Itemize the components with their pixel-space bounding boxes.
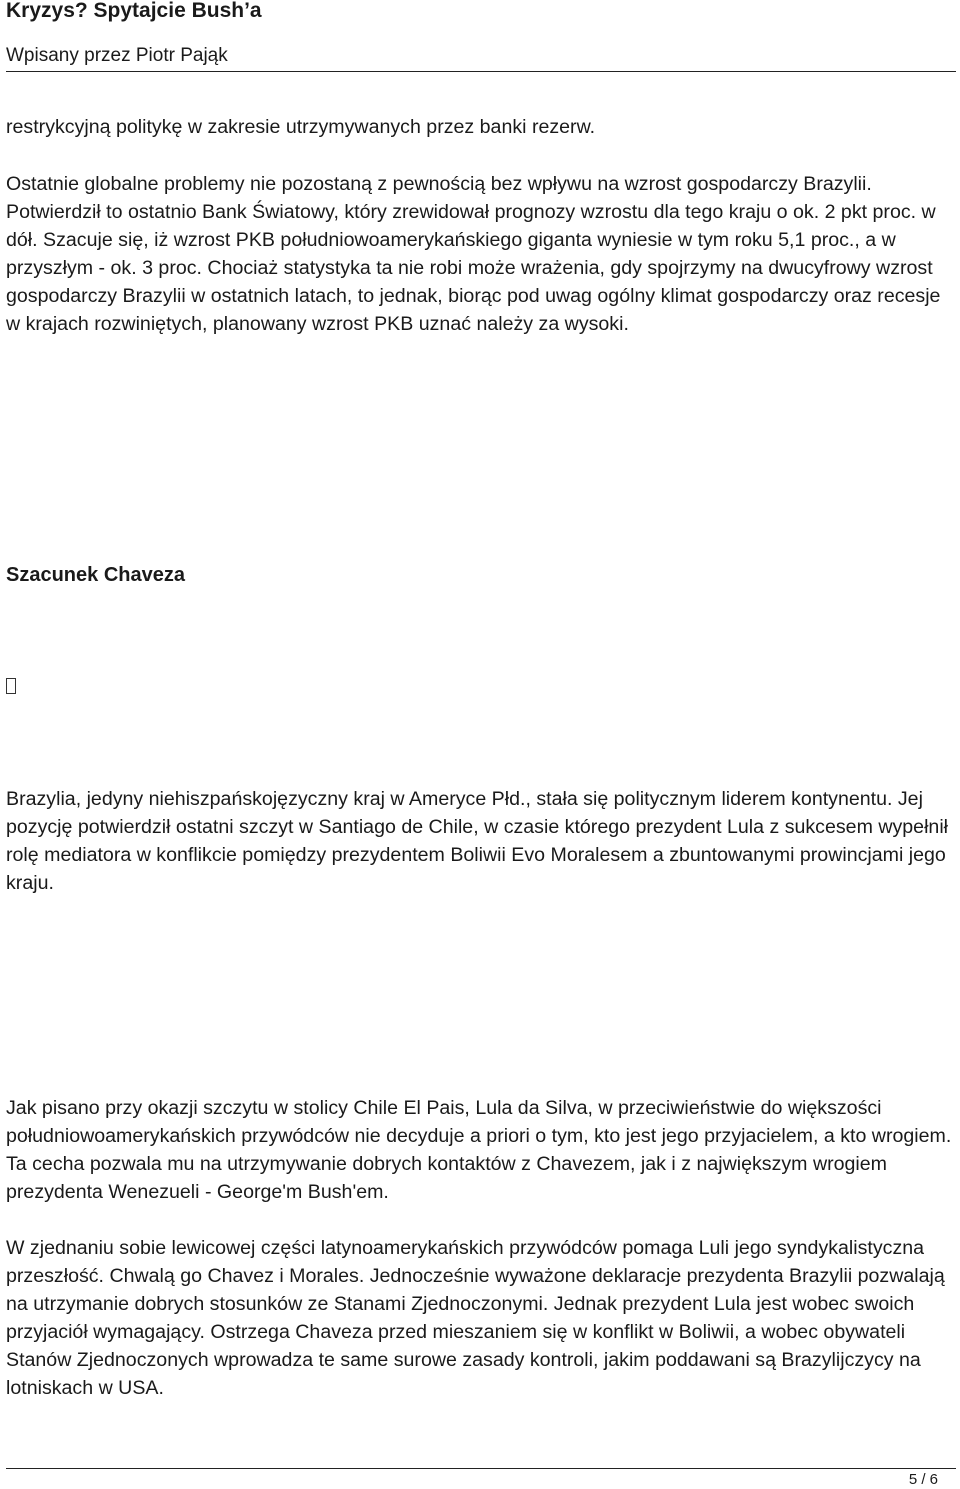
- paragraph-4: Jak pisano przy okazji szczytu w stolicy Chile El Pais, Lula da Silva, w przeciwieństwie do większości południowoamerykańskich przywódców nie decyduje a priori o tym, kto jest jego przyjacielem, a kto wrogiem. Ta cecha pozwala mu na utrzymywanie dobrych kontaktów z Chavezem, jak i z największym wrogiem prezydenta Wenezueli - George'm Bush'em.: [6, 1097, 952, 1203]
- footer-divider: [6, 1468, 956, 1469]
- paragraph-3: Brazylia, jedyny niehiszpańskojęzyczny kraj w Ameryce Płd., stała się politycznym liderem kontynentu. Jej pozycję potwierdził ostatni szczyt w Santiago de Chile, w czasie którego prezydent Lula z sukcesem wypełnił rolę mediatora w konflikcie pomiędzy prezydentem Boliwii Evo Moralesem a zbuntowanymi prowincjami jego kraju.: [6, 788, 949, 894]
- missing-image-icon: [6, 678, 16, 694]
- header-divider: [6, 71, 956, 72]
- paragraph-2: Ostatnie globalne problemy nie pozostaną z pewnością bez wpływu na wzrost gospodarczy Brazylii. Potwierdził to ostatnio Bank Światowy, który zrewidował prognozy wzrostu dla tego kraju o ok. 2 pkt proc. w dół. Szacuje się, iż wzrost PKB południowoamerykańskiego giganta wyniesie w tym roku 5,1 proc., a w przyszłym - ok. 3 proc. Chociaż statystyka ta nie robi może wrażenia, gdy spojrzymy na dwucyfrowy wzrost gospodarczy Brazylii w ostatnich latach, to jednak, biorąc pod uwag ogólny klimat gospodarczy oraz recesje w krajach rozwiniętych, planowany wzrost PKB uznać należy za wysoki.: [6, 173, 941, 335]
- author-line: Wpisany przez Piotr Pająk: [6, 45, 228, 66]
- document-title: Kryzys? Spytajcie Bush’a: [6, 0, 262, 22]
- page-number: 5 / 6: [908, 1471, 938, 1488]
- paragraph-1: restrykcyjną politykę w zakresie utrzymywanych przez banki rezerw.: [6, 116, 596, 138]
- paragraph-5: W zjednaniu sobie lewicowej części latynoamerykańskich przywódców pomaga Luli jego syndykalistyczna przeszłość. Chwalą go Chavez i Morales. Jednocześnie wyważone deklaracje prezydenta Brazylii pozwalają na utrzymanie dobrych stosunków ze Stanami Zjednoczonymi. Jednak prezydent Lula jest wobec swoich przyjaciół wymagający. Ostrzega Chaveza przed mieszaniem się w konflikt w Boliwii, a wobec obywateli Stanów Zjednoczonych wprowadza te same surowe zasady kontroli, jakim poddawani są Brazylijczycy na lotniskach w USA.: [6, 1237, 945, 1399]
- section-heading: Szacunek Chaveza: [6, 564, 185, 586]
